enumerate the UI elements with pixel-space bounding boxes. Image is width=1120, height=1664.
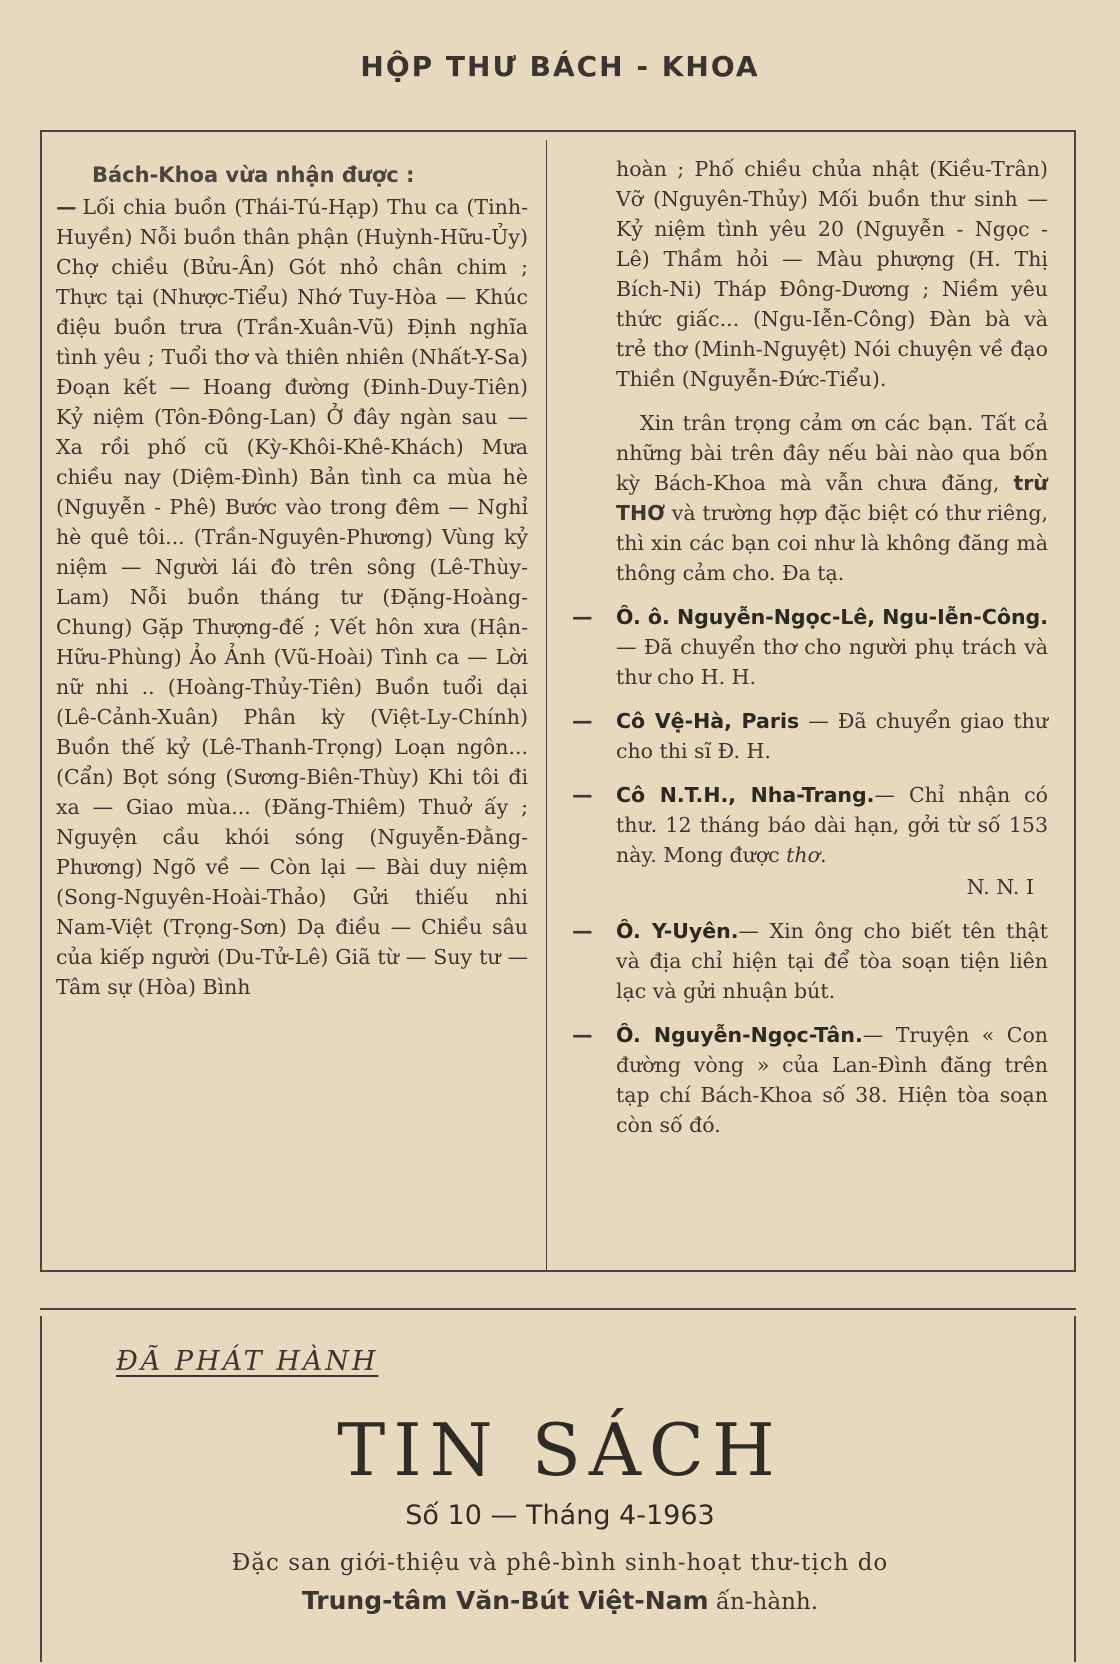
received-heading: Bách-Khoa vừa nhận được :	[92, 163, 415, 187]
reply-text: — Chỉ nhận có thư. 12 tháng báo dài hạn, gởi từ số 153 này. Mong được	[616, 783, 1048, 867]
left-border	[40, 130, 42, 1270]
right-column	[572, 154, 1048, 1140]
received-list-text: Lối chia buồn (Thái-Tú-Hạp) Thu ca (Tinh-Huyền) Nỗi buồn thân phận (Huỳnh-Hữu-Ủy) Chợ chiều (Bửu-Ân) Gót nhỏ chân chim ; Thực tại (Nhược-Tiểu) Nhớ Tuy-Hòa — Khúc điệu buồn trưa (Trần-Xuân-Vũ) Định nghĩa tình yêu ; Tuổi thơ và thiên nhiên (Nhất-Y-Sa) Đoạn kết — Hoang đường (Đinh-Duy-Tiên) Kỷ niệm (Tôn-Đông-Lan) Ở đây ngàn sau — Xa rồi phố cũ (Kỳ-Khôi-Khê-Khách) Mưa chiều nay (Diệm-Đình) Bản tình ca mùa hè (Nguyễn - Phê) Bước vào trong đêm — Nghỉ hè quê tôi... (Trần-Nguyên-Phương) Vùng kỷ niệm — Người lái đò trên sông (Lê-Thùy-Lam) Nỗi buồn tháng tư (Đặng-Hoàng-Chung) Gặp Thượng-đế ; Vết hôn xưa (Hận-Hữu-Phùng) Ảo Ảnh (Vũ-Hoài) Tình ca — Lời nữ nhi .. (Hoàng-Thủy-Tiên) Buồn tuổi dại (Lê-Cảnh-Xuân) Phân kỳ (Việt-Ly-Chính) Buồn thế kỷ (Lê-Thanh-Trọng) Loạn ngôn... (Cẩn) Bọt sóng (Sương-Biên-Thùy) Khi tôi đi xa — Giao mùa... (Đăng-Thiêm) Thuở ấy ; Nguyện cầu khói sóng (Nguyễn-Đằng-Phương) Ngõ về — Còn lại — Bài duy niệm (Song-Nguyên-Hoài-Thảo) Gửi thiếu nhi Nam-Việt (Trọng-Sơn) Dạ điều — Chiều sâu của kiếp người (Du-Tử-Lê) Giã từ — Suy tư — Tâm sự (Hòa) Bình	[56, 195, 528, 999]
thanks-note-text-end: và trường hợp đặc biệt có thư riêng, thì xin các bạn coi như là không đăng mà thông cảm cho. Đa tạ.	[616, 501, 1048, 585]
publisher-suffix: ấn-hành.	[715, 1589, 819, 1615]
bottom-rule	[40, 1270, 1076, 1272]
recipient-name: Cô N.T.H., Nha-Trang.	[616, 783, 875, 807]
publisher-name: Trung-tâm Văn-Bút Việt-Nam	[301, 1586, 709, 1615]
reply-text: — Xin ông cho biết tên thật và địa chỉ hiện tại để tòa soạn tiện liên lạc và gửi nhuận bút.	[616, 919, 1048, 1003]
reply-text: — Đã chuyển giao thư cho thi sĩ Đ. H.	[616, 709, 1048, 763]
recipient-name: Ô. ô. Nguyễn-Ngọc-Lê, Ngu-Iễn-Công.	[616, 605, 1048, 629]
banner-top-rule	[40, 1308, 1076, 1310]
thanks-note-text: Xin trân trọng cảm ơn các bạn. Tất cả những bài trên đây nếu bài nào qua bốn kỳ Bách-Khoa mà vẫn chưa đăng,	[616, 411, 1048, 495]
page-title: HỘP THƯ BÁCH - KHOA	[360, 50, 760, 83]
column-divider	[546, 140, 547, 1270]
banner-title: TIN SÁCH	[337, 1408, 783, 1492]
reply-text: — Truyện « Con đường vòng » của Lan-Đình đăng trên tạp chí Bách-Khoa số 38. Hiện tòa soạn còn số đó.	[616, 1023, 1048, 1137]
list-item	[572, 1020, 1048, 1140]
reply-text: — Đã chuyển thơ cho người phụ trách và thư cho H. H.	[616, 635, 1048, 689]
entry-dash: —	[572, 709, 593, 733]
list-item	[572, 706, 1048, 766]
reply-text-italic: thơ.	[786, 843, 827, 867]
entry-dash: —	[572, 783, 593, 807]
entry-dash: —	[572, 605, 593, 629]
banner-description: Đặc san giới-thiệu và phê-bình sinh-hoạt thư-tịch do	[231, 1550, 889, 1576]
thanks-note	[616, 408, 1048, 588]
banner-publisher	[0, 1586, 1120, 1615]
right-border	[1074, 130, 1076, 1270]
top-rule	[40, 130, 1076, 132]
recipient-name: Ô. Nguyễn-Ngọc-Tân.	[616, 1023, 863, 1047]
list-item	[572, 916, 1048, 1006]
entry-dash: —	[572, 1023, 593, 1047]
list-item	[572, 602, 1048, 692]
recipient-name: Cô Vệ-Hà, Paris	[616, 709, 800, 733]
received-list	[56, 192, 528, 1002]
thanks-note-strong: trừ THƠ	[616, 471, 1048, 525]
left-column	[56, 160, 528, 1002]
list-dash: —	[56, 195, 77, 219]
signature: N. N. I	[966, 875, 1034, 899]
banner-label: ĐÃ PHÁT HÀNH	[116, 1346, 379, 1377]
recipient-name: Ô. Y-Uyên.	[616, 919, 739, 943]
received-list-continued: hoàn ; Phố chiều chủa nhật (Kiều-Trân) Vỡ (Nguyên-Thủy) Mối buồn thư sinh — Kỷ niệm tình yêu 20 (Nguyễn - Ngọc - Lê) Thầm hỏi — Màu phượng (H. Thị Bích-Ni) Tháp Đông-Dương ; Niềm yêu thức giấc... (Ngu-Iễn-Công) Đàn bà và trẻ thơ (Minh-Nguyệt) Nói chuyện về đạo Thiền (Nguyễn-Đức-Tiểu).	[616, 157, 1048, 391]
entry-dash: —	[572, 919, 593, 943]
list-item	[572, 780, 1048, 870]
banner-issue: Số 10 — Tháng 4-1963	[405, 1500, 715, 1531]
